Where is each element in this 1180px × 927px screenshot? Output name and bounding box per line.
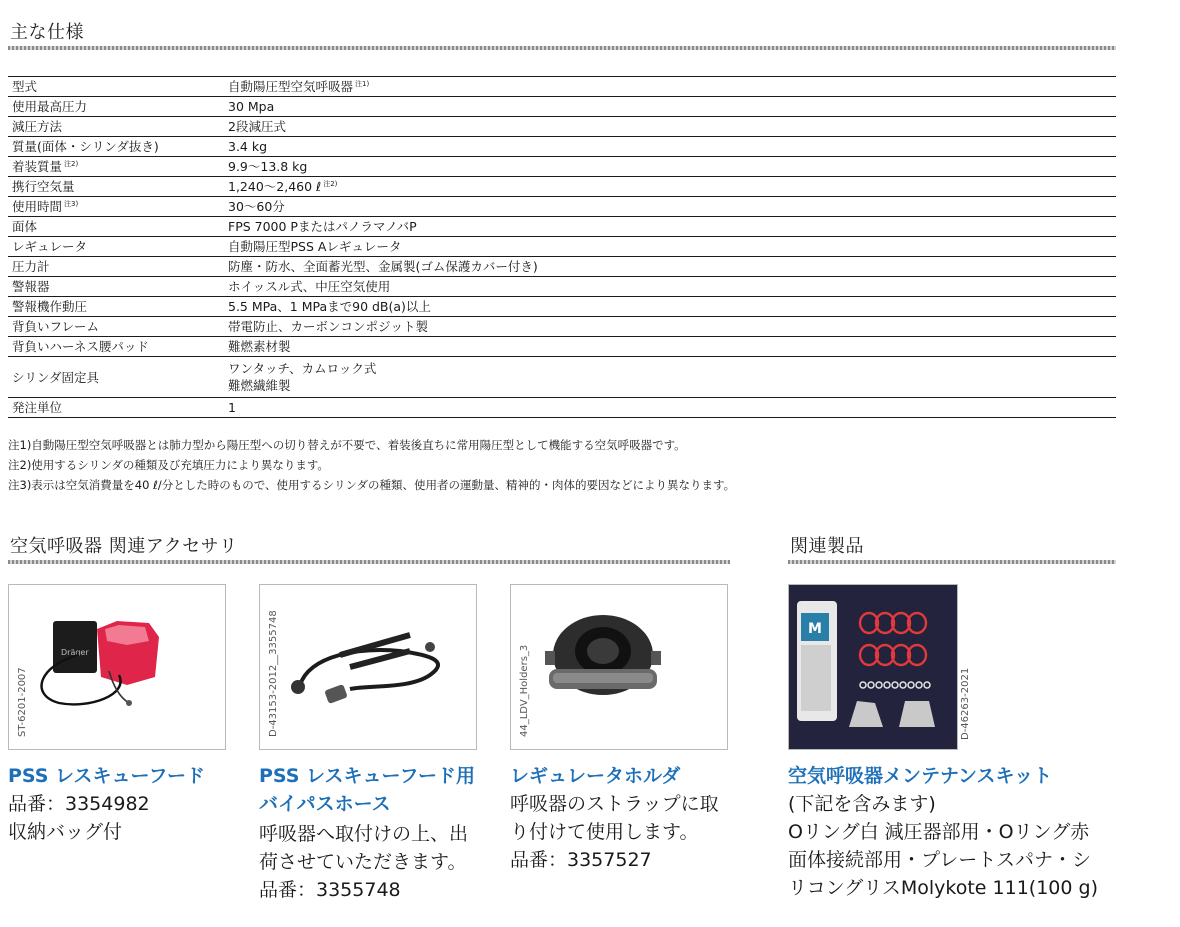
product-title-bypass-hose-line-1: PSS レスキューフード用: [259, 765, 475, 787]
footnote-3: 注3)表示は空気消費量を40 ℓ/分とした時のもので、使用するシリンダの種類、使用者の運動量、精神的・肉体的要因などにより異なります。: [8, 478, 736, 492]
footnote-2: 注2)使用するシリンダの種類及び充填圧力により異なります。: [8, 458, 329, 472]
product-body-2-line-2: 荷させていただきます。: [259, 851, 467, 873]
spec-row: [8, 237, 1116, 257]
spec-value-text: 1: [228, 400, 236, 415]
spec-value-text: 5.5 MPa、1 MPaまで90 dB(a)以上: [228, 299, 431, 314]
spec-table: [8, 76, 1116, 418]
spec-key-text: 使用時間: [12, 199, 63, 214]
svg-text:M: M: [808, 621, 822, 637]
spec-key-text: シリンダ固定具: [12, 369, 100, 385]
spec-value-text: 3.4 kg: [228, 139, 268, 154]
spec-heading: 主な仕様: [10, 22, 84, 43]
spec-row: [8, 117, 1116, 137]
spec-row-cylinder-fixture: [8, 357, 1116, 398]
spec-value-line-1: ワンタッチ、カムロック式: [228, 361, 377, 376]
spec-key-text: 着装質量: [12, 159, 63, 174]
spec-value: [224, 97, 1116, 117]
spec-key-text: 使用最高圧力: [12, 99, 88, 114]
spec-value-text: 自動陽圧型空気呼吸器: [228, 79, 354, 94]
spec-key-note: 注2): [64, 160, 79, 168]
spec-value-line-2: 難燃繊維製: [228, 378, 291, 393]
product-body-3-line-3: 品番：3357527: [510, 849, 652, 871]
spec-row: [8, 97, 1116, 117]
spec-heading-rule: [8, 46, 1116, 50]
spec-value: [224, 197, 1116, 217]
spec-row: [8, 157, 1116, 177]
product-photo-rescue-hood: [8, 584, 226, 750]
product-body-4-line-2: Oリング白 減圧器部用・Oリング赤: [788, 821, 1090, 843]
related-heading: 関連製品: [790, 536, 864, 557]
spec-key: [8, 357, 224, 398]
product-title-regulator-holder: レギュレータホルダ: [510, 765, 681, 787]
regulator-holder-image: [511, 585, 727, 749]
spec-value-text: 1,240～2,460 ℓ: [228, 179, 322, 194]
related-rule: [788, 560, 1116, 564]
product-body-3-line-2: り付けて使用します。: [510, 821, 699, 843]
spec-value-text: 難燃素材製: [228, 339, 291, 354]
product-body-4-line-1: (下記を含みます): [788, 793, 936, 815]
spec-value: [224, 177, 1116, 197]
spec-key: [8, 197, 224, 217]
spec-value: [224, 157, 1116, 177]
spec-row-order-unit: [8, 398, 1116, 418]
spec-key-text: 型式: [12, 79, 38, 94]
spec-key: [8, 317, 224, 337]
spec-value: [224, 357, 1116, 398]
spec-row: [8, 197, 1116, 217]
spec-value: [224, 117, 1116, 137]
product-photo-bypass-hose: [259, 584, 477, 750]
spec-key-text: 面体: [12, 219, 38, 234]
footnote-1: 注1)自動陽圧型空気呼吸器とは肺力型から陽圧型への切り替えが不要で、着装後直ちに常用陽圧型として機能する空気呼吸器です。: [8, 438, 686, 452]
spec-row: [8, 257, 1116, 277]
spec-value: [224, 317, 1116, 337]
spec-value-text: ホイッスル式、中圧空気使用: [228, 279, 391, 294]
spec-key: [8, 237, 224, 257]
spec-value: [224, 337, 1116, 357]
spec-value: [224, 137, 1116, 157]
product-body-4-line-4: リコングリスMolykote 111(100 g): [788, 877, 1098, 899]
spec-value: [224, 257, 1116, 277]
spec-value: [224, 277, 1116, 297]
photo-code-1: ST-6201-2007: [17, 667, 28, 737]
product-title-rescue-hood: PSS レスキューフード: [8, 765, 205, 787]
spec-key: [8, 157, 224, 177]
spec-key-text: 質量(面体・シリンダ抜き): [12, 139, 159, 154]
spec-row: [8, 337, 1116, 357]
spec-value-text: 帯電防止、カーボンコンポジット製: [228, 319, 429, 334]
spec-value: [224, 77, 1116, 97]
maintenance-kit-image: [789, 585, 957, 749]
bypass-hose-image: [260, 585, 476, 749]
spec-row: [8, 77, 1116, 97]
spec-value-text: 2段減圧式: [228, 119, 286, 134]
product-body-1-line-2: 収納バッグ付: [8, 821, 123, 843]
photo-code-4: D-46263-2021: [960, 667, 971, 740]
spec-value-note: 注2): [323, 180, 338, 188]
spec-key-text: 減圧方法: [12, 119, 63, 134]
rescue-hood-image: [9, 585, 225, 749]
product-body-4-line-3: 面体接続部用・プレートスパナ・シ: [788, 849, 1092, 871]
spec-key-text: 携行空気量: [12, 179, 75, 194]
spec-key-text: 背負いフレーム: [12, 319, 100, 334]
spec-key: [8, 297, 224, 317]
product-body-2-line-1: 呼吸器へ取付けの上、出: [259, 823, 469, 845]
spec-key: [8, 398, 224, 418]
product-body-2-line-3: 品番：3355748: [259, 879, 401, 901]
spec-key-text: 発注単位: [12, 400, 63, 415]
spec-value: [224, 217, 1116, 237]
photo-code-3: 44_LDV_Holders_3: [519, 644, 530, 737]
svg-text:Dräger: Dräger: [61, 648, 89, 657]
spec-row: [8, 297, 1116, 317]
spec-row: [8, 277, 1116, 297]
spec-key: [8, 137, 224, 157]
accessories-heading: 空気呼吸器 関連アクセサリ: [10, 536, 238, 557]
spec-value: [224, 237, 1116, 257]
spec-key-text: 警報器: [12, 279, 50, 294]
product-body-1-line-1: 品番：3354982: [8, 793, 150, 815]
spec-key: [8, 117, 224, 137]
spec-key: [8, 217, 224, 237]
spec-value-note: 注1): [355, 80, 370, 88]
product-photo-regulator-holder: [510, 584, 728, 750]
product-title-maintenance-kit: 空気呼吸器メンテナンスキット: [788, 765, 1053, 787]
spec-key-text: 圧力計: [12, 259, 50, 274]
spec-value-text: 自動陽圧型PSS Aレギュレータ: [228, 239, 402, 254]
spec-key: [8, 77, 224, 97]
spec-key: [8, 97, 224, 117]
spec-value-text: 9.9～13.8 kg: [228, 159, 308, 174]
spec-key-text: 背負いハーネス腰パッド: [12, 339, 149, 354]
spec-value-text: 30 Mpa: [228, 99, 275, 114]
spec-value: [224, 297, 1116, 317]
spec-row: [8, 217, 1116, 237]
spec-value-text: 防塵・防水、全面蓄光型、金属製(ゴム保護カバー付き): [228, 259, 538, 274]
spec-value-text: FPS 7000 PまたはパノラマノバP: [228, 219, 417, 234]
spec-key: [8, 257, 224, 277]
photo-code-2: D-43153-2012__3355748: [268, 610, 279, 737]
product-body-3-line-1: 呼吸器のストラップに取: [510, 793, 719, 815]
spec-key: [8, 277, 224, 297]
spec-key: [8, 337, 224, 357]
spec-key-text: レギュレータ: [12, 239, 88, 254]
product-title-bypass-hose-line-2: バイパスホース: [259, 793, 391, 815]
spec-row: [8, 317, 1116, 337]
spec-key-text: 警報機作動圧: [12, 299, 88, 314]
spec-value-text: 30～60分: [228, 199, 285, 214]
spec-row: [8, 137, 1116, 157]
spec-row: [8, 177, 1116, 197]
spec-value: [224, 398, 1116, 418]
accessories-rule: [8, 560, 730, 564]
spec-key-note: 注3): [64, 200, 79, 208]
product-photo-maintenance-kit: [788, 584, 958, 750]
spec-key: [8, 177, 224, 197]
